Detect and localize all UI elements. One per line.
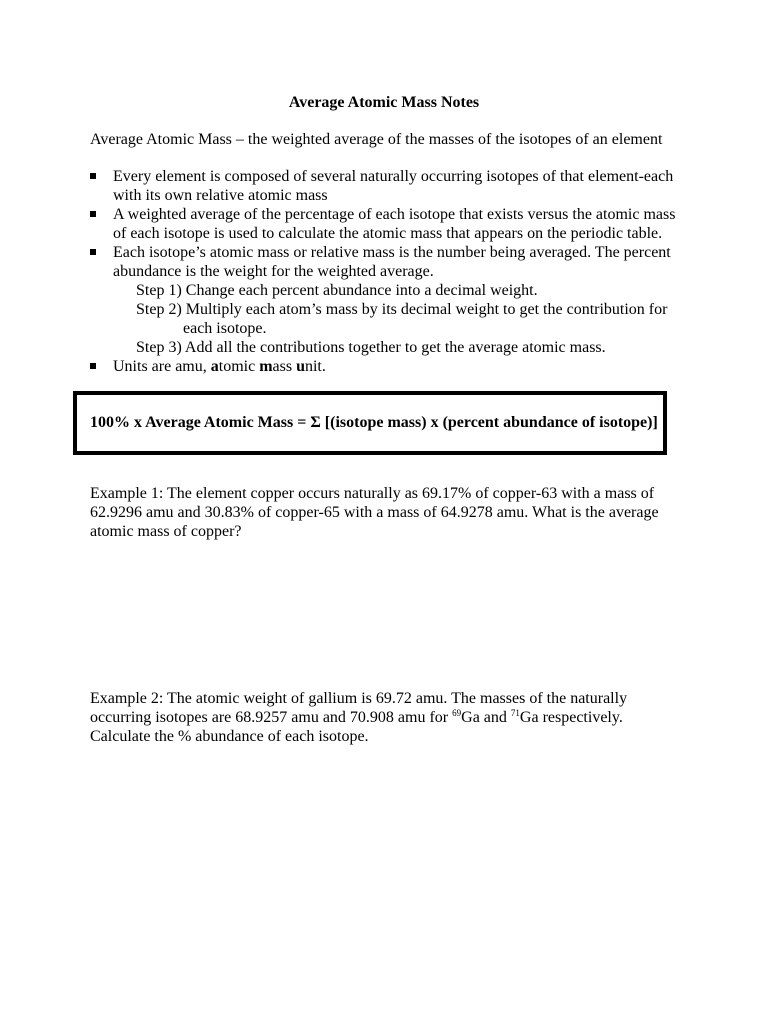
square-bullet-icon: [90, 249, 96, 255]
step-2: Step 2) Multiply each atom’s mass by its decimal weight to get the contribution for: [136, 301, 668, 318]
units-m-rest: ass: [272, 358, 297, 375]
units-u-rest: nit.: [304, 358, 326, 375]
list-item-units: [90, 357, 680, 376]
units-a-rest: tomic: [218, 358, 260, 375]
square-bullet-icon: [90, 211, 96, 217]
step-1: Step 1) Change each percent abundance into a decimal weight.: [136, 282, 538, 299]
step-3: Step 3) Add all the contributions together to get the average atomic mass.: [136, 339, 606, 356]
square-bullet-icon: [90, 173, 96, 179]
units-a-bold: a: [210, 358, 219, 375]
list-item: [90, 243, 680, 357]
isotope-mass-number-71: 71: [510, 708, 520, 718]
units-u-bold: u: [296, 358, 305, 375]
formula-text: 100% x Average Atomic Mass = Σ [(isotope mass) x (percent abundance of isotope)]: [90, 414, 658, 431]
example-2-text-mid: Ga and: [461, 709, 511, 726]
units-prefix: Units are amu,: [113, 358, 211, 375]
units-m-bold: m: [259, 358, 273, 375]
example-1: Example 1: The element copper occurs naturally as 69.17% of copper-63 with a mass of 62.9296 amu and 30.83% of copper-65 with a mass of 64.9278 amu. What is the average atomic mass of copper?: [90, 485, 659, 540]
list-item: [90, 167, 680, 205]
formula-box: [73, 391, 667, 455]
example-2: [90, 689, 670, 746]
example-2-text-before: Example 2: The atomic weight of gallium is 69.72 amu. The masses of the naturally occurring isotopes are 68.9257 amu and 70.908 amu for: [90, 690, 628, 726]
square-bullet-icon: [90, 363, 96, 369]
notes-list: [90, 167, 680, 376]
isotope-mass-number-69: 69: [452, 708, 462, 718]
example-2-text-after: Ga respectively. Calculate the % abundance of each isotope.: [90, 709, 623, 745]
list-item-text: A weighted average of the percentage of each isotope that exists versus the atomic mass of each isotope is used to calculate the atomic mass that appears on the periodic table.: [113, 206, 676, 242]
page-title: Average Atomic Mass Notes: [288, 94, 480, 111]
list-item-text: Every element is composed of several naturally occurring isotopes of that element-each with its own relative atomic mass: [113, 168, 674, 204]
list-item-text: Each isotope’s atomic mass or relative mass is the number being averaged. The percent abundance is the weight for the weighted average.: [113, 244, 671, 280]
definition-text: Average Atomic Mass – the weighted average of the masses of the isotopes of an element: [90, 131, 663, 148]
list-item: [90, 205, 680, 243]
step-2-continued: each isotope.: [183, 320, 267, 337]
